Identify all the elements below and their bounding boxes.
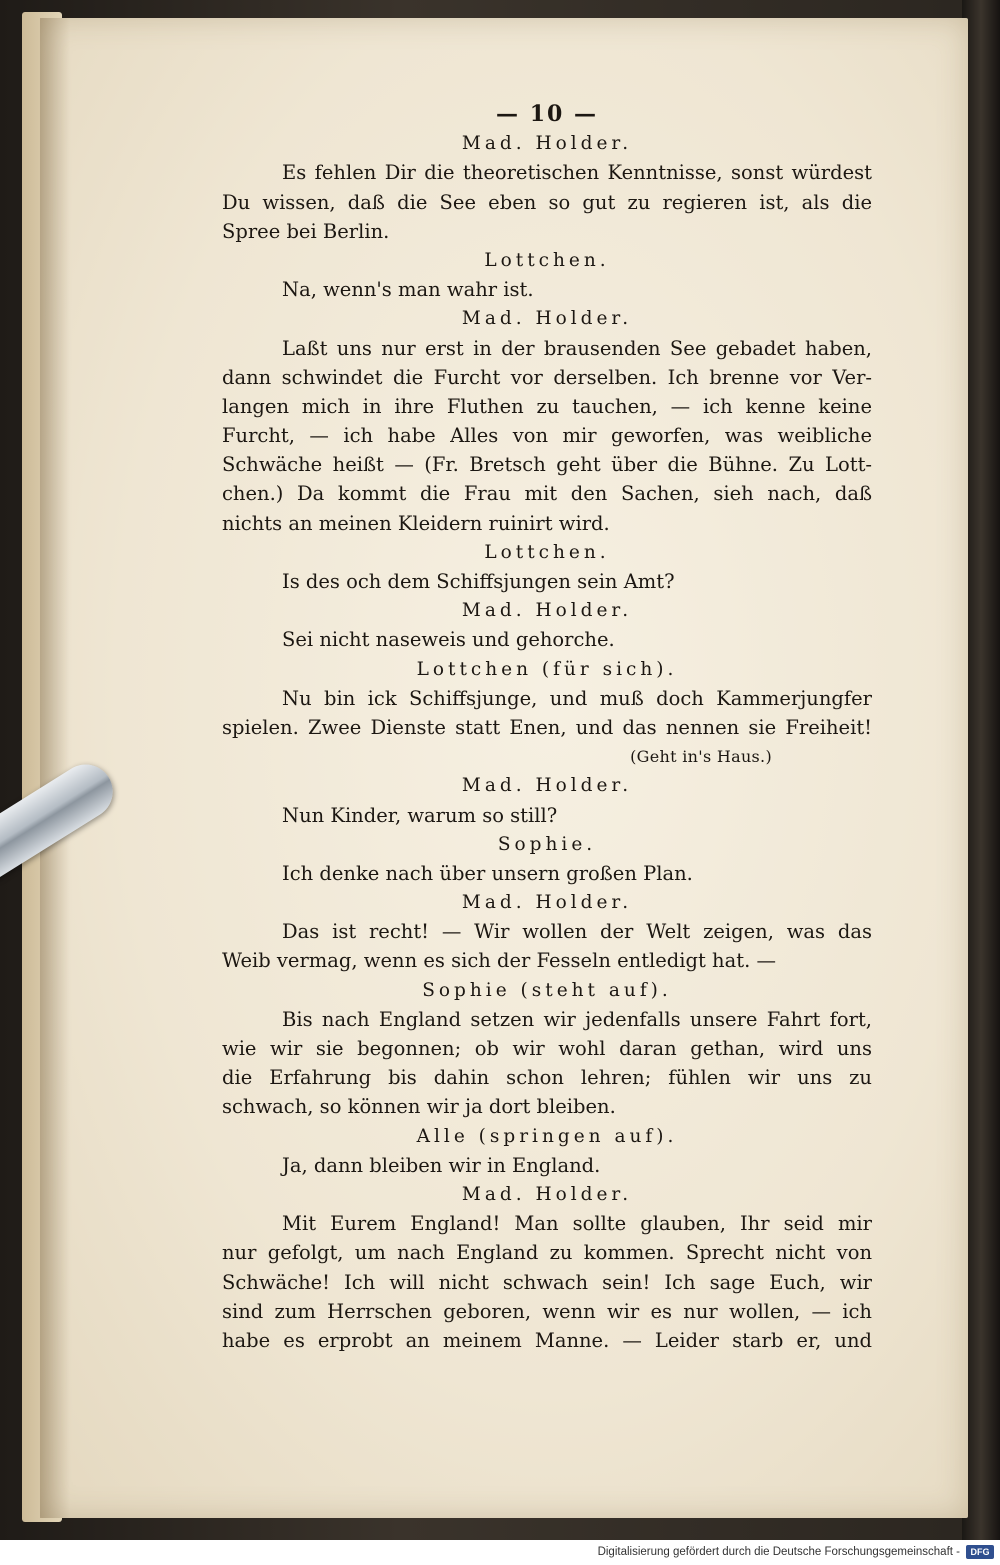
text-line: Ich denke nach über unsern großen Plan.	[282, 861, 693, 885]
text-line: chen.) Da kommt die Frau mit den Sachen, sieh nach, daß	[222, 482, 872, 506]
speaker-name: Mad. Holder.	[461, 600, 633, 622]
text-line: Weib vermag, wenn es sich der Fesseln entledigt hat. —	[222, 949, 776, 973]
page-text-block	[222, 100, 872, 1355]
text-line: Das ist recht! — Wir wollen der Welt zeigen, was das	[282, 920, 872, 944]
speaker-name: Mad. Holder.	[461, 775, 633, 797]
text-line: Na, wenn's man wahr ist.	[282, 278, 534, 302]
footer-credit: Digitalisierung gefördert durch die Deutsche Forschungsgemeinschaft -	[597, 1546, 960, 1558]
text-line: spielen. Zwee Dienste statt Enen, und das nennen sie Freiheit!	[222, 715, 872, 739]
text-line: Sei nicht naseweis und gehorche.	[282, 628, 615, 652]
text-line: Ja, dann bleiben wir in England.	[282, 1153, 601, 1177]
text-line: sind zum Herrschen geboren, wenn wir es nur wollen, — ich	[222, 1299, 872, 1323]
text-line: langen mich in ihre Fluthen zu tauchen, — ich kenne keine	[222, 394, 872, 418]
page-lines	[222, 129, 872, 1355]
speaker-name: Lottchen.	[484, 249, 610, 271]
text-line: Is des och dem Schiffsjungen sein Amt?	[282, 570, 675, 593]
stage-direction: (Geht in's Haus.)	[630, 747, 772, 767]
text-line: Es fehlen Dir die theoretischen Kenntnisse, sonst würdest	[282, 161, 872, 185]
page-number: — 10 —	[496, 101, 598, 127]
text-line: Schwäche! Ich will nicht schwach sein! Ich sage Euch, wir	[222, 1270, 872, 1294]
speaker-name: Sophie.	[497, 833, 597, 855]
dfg-logo: DFG	[966, 1545, 994, 1559]
text-line: schwach, so können wir ja dort bleiben.	[222, 1095, 616, 1119]
text-line: Spree bei Berlin.	[222, 219, 390, 243]
speaker-name: Lottchen.	[484, 541, 610, 563]
speaker-name: Mad. Holder.	[461, 133, 633, 155]
text-line: Mit Eurem England! Man sollte glauben, Ihr seid mir	[282, 1212, 872, 1236]
text-line: Laßt uns nur erst in der brausenden See gebadet haben,	[282, 336, 872, 360]
text-line: Furcht, — ich habe Alles von mir geworfen, was weibliche	[222, 424, 872, 448]
speaker-name: Mad. Holder.	[461, 308, 633, 330]
speaker-name: Mad. Holder.	[461, 1183, 633, 1205]
speaker-name: Sophie (steht auf).	[422, 979, 672, 1001]
text-line: nur gefolgt, um nach England zu kommen. Sprecht nicht von	[222, 1241, 872, 1265]
text-line: Du wissen, daß die See eben so gut zu regieren ist, als die	[222, 190, 872, 214]
text-line: Nun Kinder, warum so still?	[282, 803, 558, 827]
text-line: Nu bin ick Schiffsjunge, und muß doch Kammerjungfer	[282, 686, 872, 710]
text-line: habe es erprobt an meinem Manne. — Leider starb er, und	[222, 1328, 872, 1352]
speaker-name: Alle (springen auf).	[416, 1125, 678, 1147]
text-line: Schwäche heißt — (Fr. Bretsch geht über die Bühne. Zu Lott-	[222, 453, 872, 477]
text-line: nichts an meinen Kleidern ruinirt wird.	[222, 511, 610, 535]
text-line: Bis nach England setzen wir jedenfalls unsere Fahrt fort,	[282, 1007, 872, 1031]
spine-shadow	[40, 18, 70, 1518]
text-line: dann schwindet die Furcht vor derselben. Ich brenne vor Ver-	[222, 365, 872, 389]
footer-bar	[0, 1540, 1000, 1565]
text-line: wie wir sie begonnen; ob wir wohl daran gethan, wird uns	[222, 1037, 872, 1060]
speaker-name: Mad. Holder.	[461, 892, 633, 914]
speaker-name: Lottchen (für sich).	[416, 658, 678, 680]
text-line: die Erfahrung bis dahin schon lehren; fühlen wir uns zu	[222, 1066, 872, 1090]
